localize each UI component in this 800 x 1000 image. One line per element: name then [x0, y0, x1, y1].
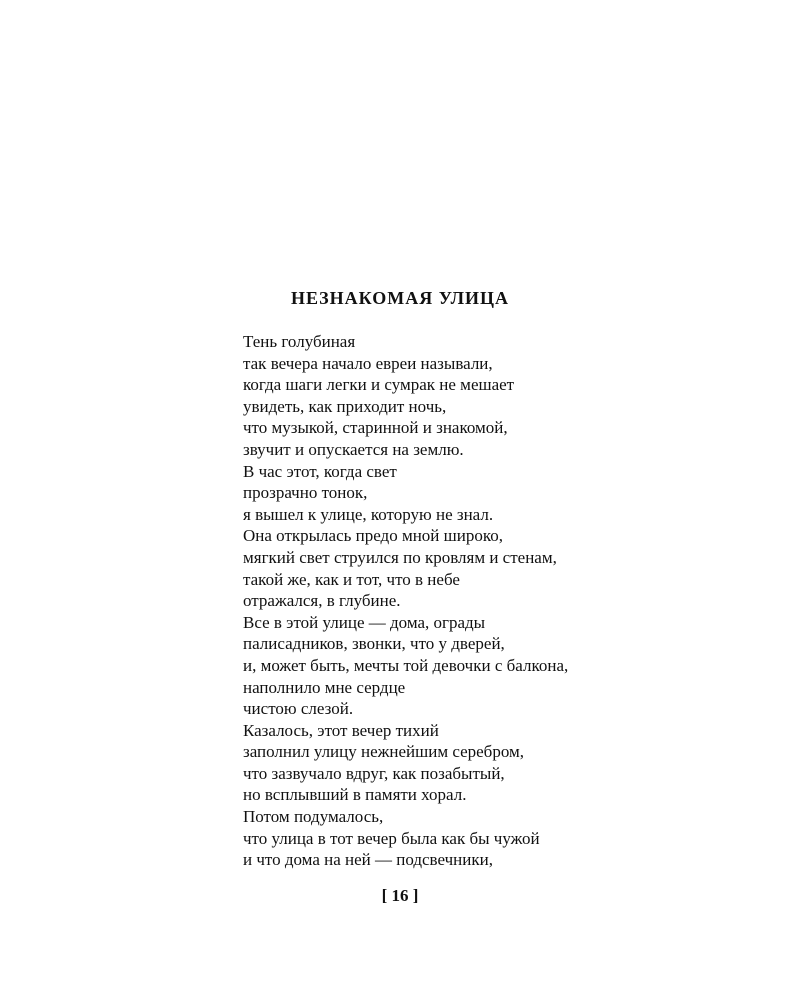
- poem-line: прозрачно тонок,: [243, 483, 368, 503]
- poem-line: такой же, как и тот, что в небе: [243, 569, 460, 589]
- poem-line: наполнило мне сердце: [243, 677, 406, 697]
- poem-line: я вышел к улице, которую не знал.: [243, 504, 494, 524]
- poem-line: что зазвучало вдруг, как позабытый,: [243, 763, 505, 783]
- poem-title: НЕЗНАКОМАЯ УЛИЦА: [290, 288, 510, 308]
- poem-line: и что дома на ней — подсвечники,: [243, 850, 493, 870]
- poem-line: В час этот, когда свет: [243, 461, 397, 481]
- poem-line: Казалось, этот вечер тихий: [243, 720, 439, 740]
- poem-line: что музыкой, старинной и знакомой,: [243, 418, 508, 438]
- poem-line: что улица в тот вечер была как бы чужой: [243, 828, 540, 848]
- poem-body: [243, 331, 763, 871]
- poem-line: Она открылась предо мной широко,: [243, 526, 503, 546]
- poem-line: Тень голубиная: [243, 332, 356, 351]
- poem-line: палисадников, звонки, что у дверей,: [243, 634, 505, 654]
- poem-line: но всплывший в памяти хорал.: [243, 785, 467, 805]
- poem-line: Все в этой улице — дома, ограды: [243, 612, 486, 632]
- page-number: [ 16 ]: [381, 886, 419, 905]
- poem-line: звучит и опускается на землю.: [243, 439, 464, 459]
- poem-line: чистою слезой.: [243, 699, 354, 719]
- poem-line: заполнил улицу нежнейшим серебром,: [243, 742, 525, 762]
- poem-line: и, может быть, мечты той девочки с балкона,: [243, 655, 569, 675]
- poem-line: отражался, в глубине.: [243, 591, 401, 611]
- poem-line: так вечера начало евреи называли,: [243, 353, 493, 373]
- poem-line: мягкий свет струился по кровлям и стенам,: [243, 547, 557, 567]
- poem-line: когда шаги легки и сумрак не мешает: [243, 375, 515, 395]
- poem-line: увидеть, как приходит ночь,: [243, 396, 447, 416]
- poem-line: Потом подумалось,: [243, 807, 384, 827]
